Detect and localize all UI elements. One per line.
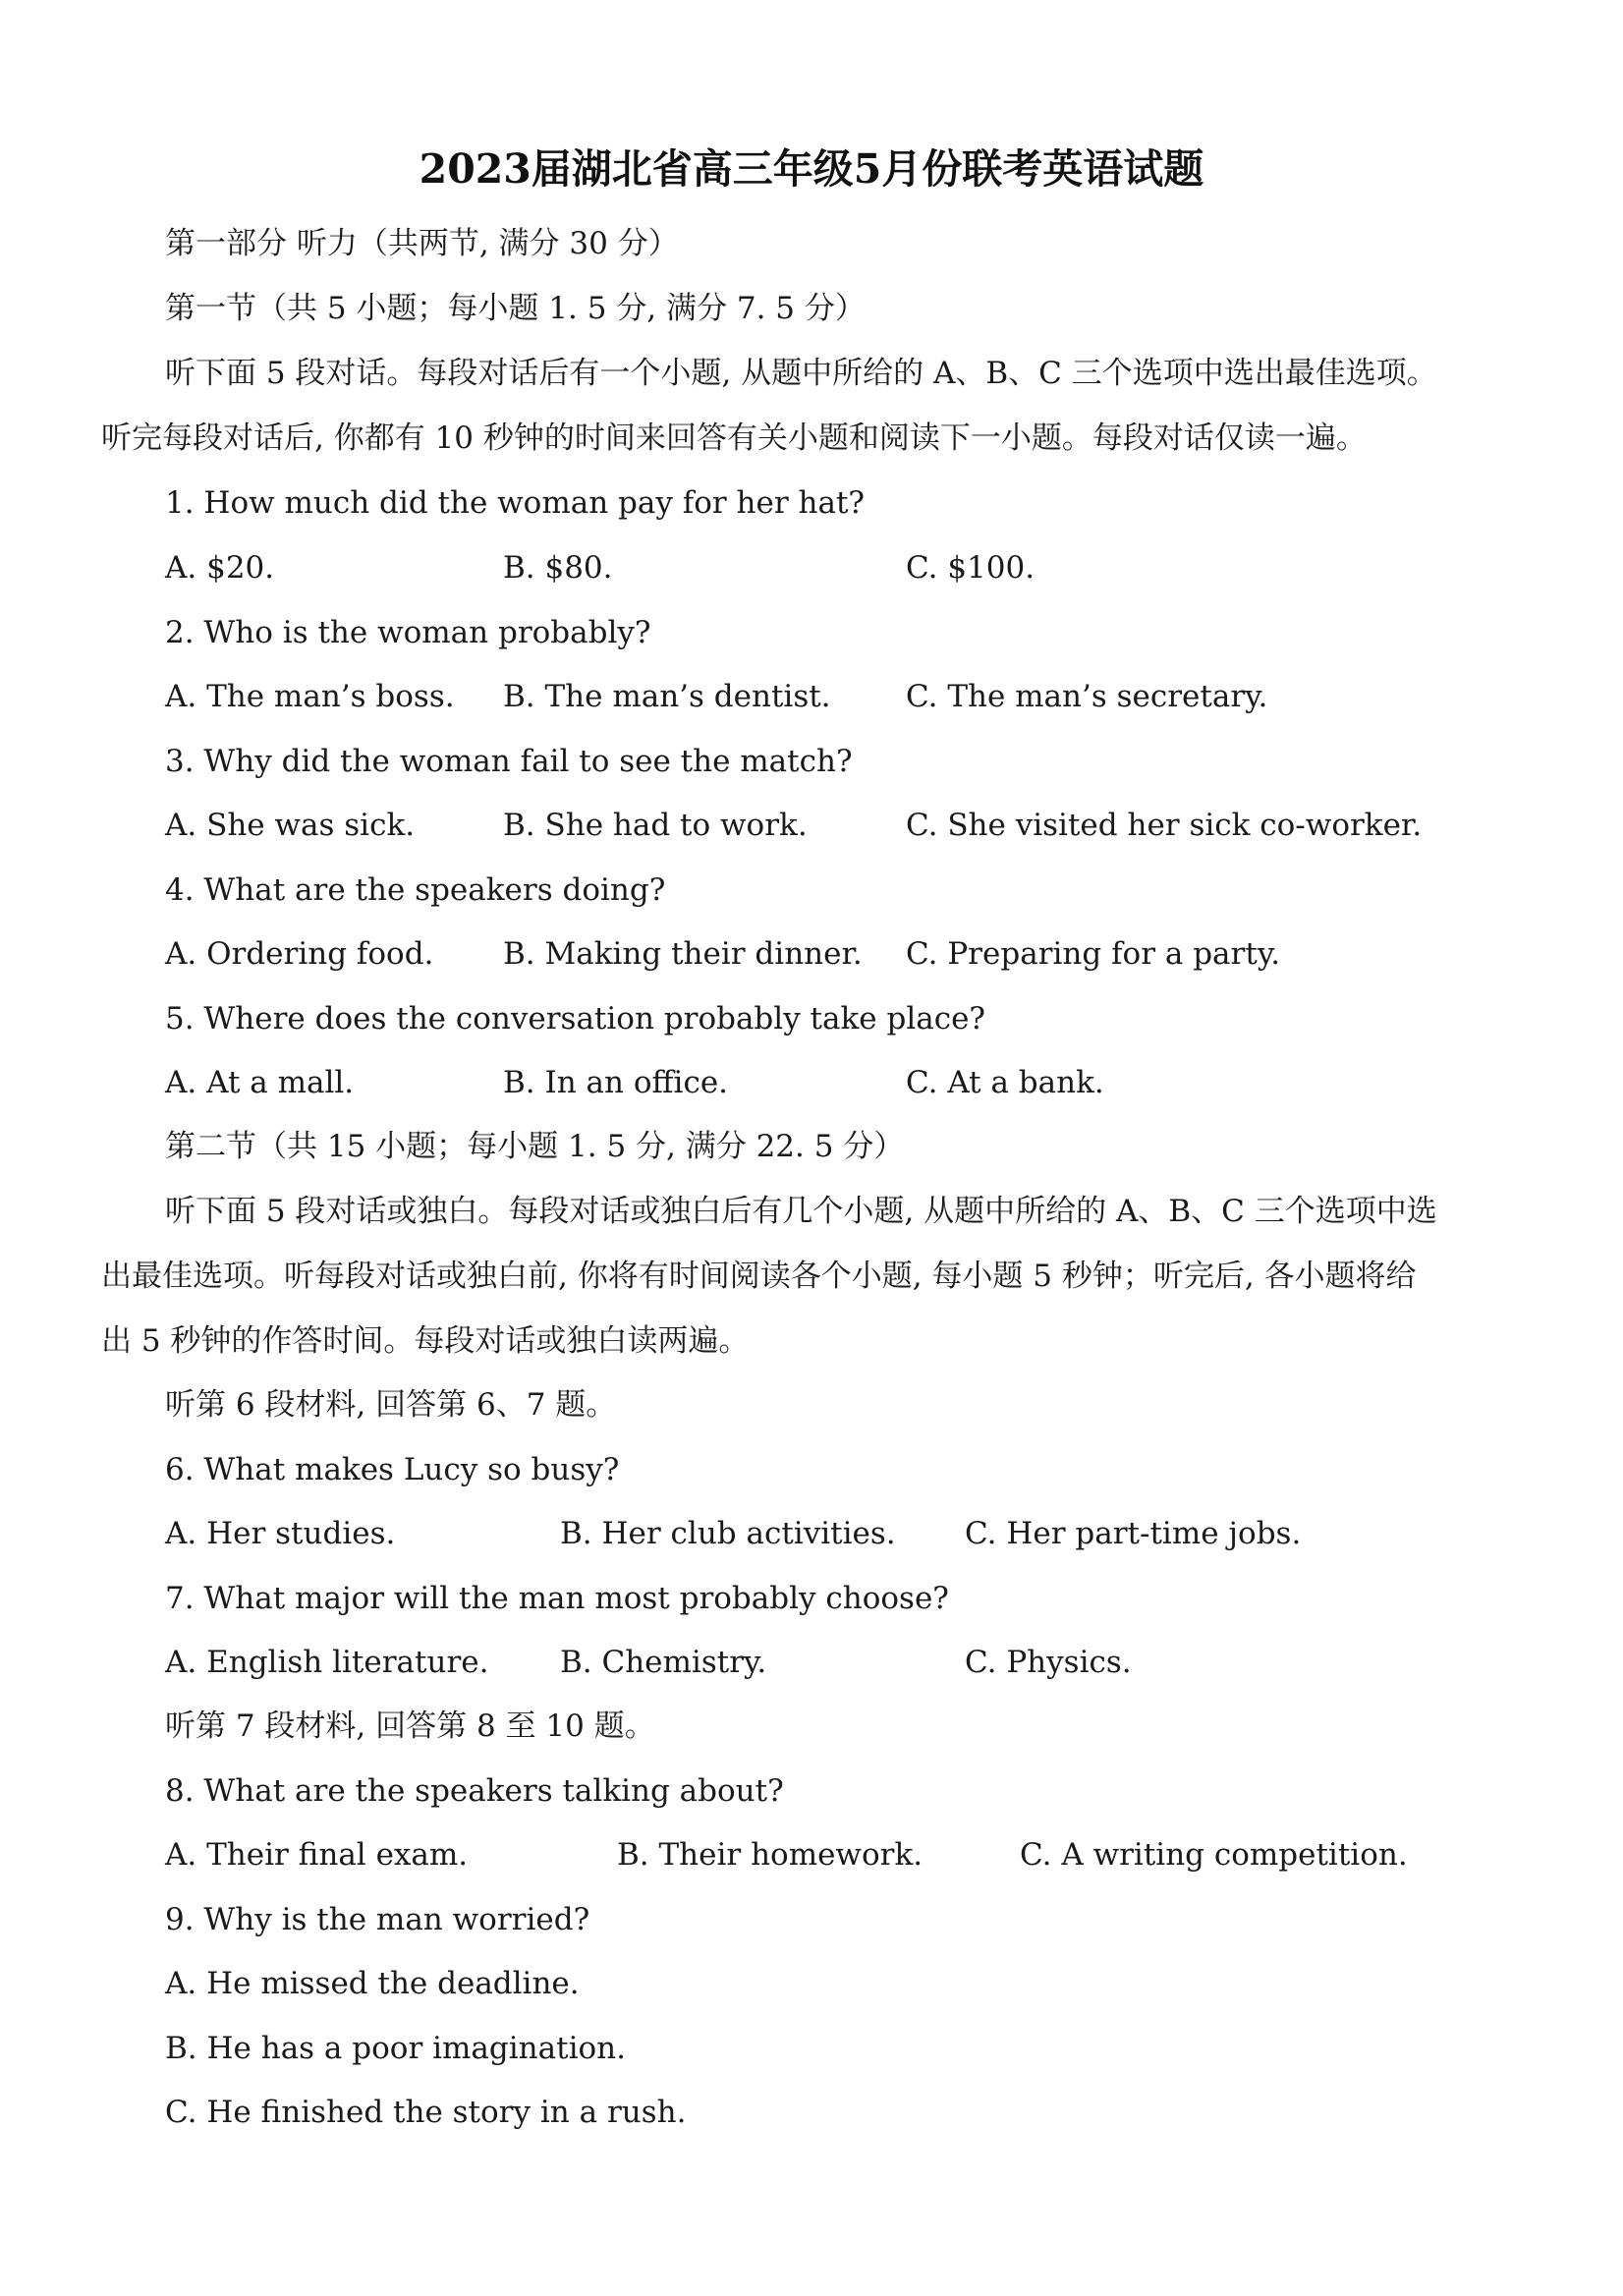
question-7-stem: 7. What major will the man most probably choose? bbox=[165, 1581, 949, 1616]
question-1-option-a: A. $20. bbox=[165, 550, 275, 586]
page-title: 2023届湖北省高三年级5月份联考英语试题 bbox=[419, 145, 1204, 193]
question-3-option-a: A. She was sick. bbox=[165, 808, 416, 843]
question-5-option-c: C. At a bank. bbox=[906, 1065, 1104, 1100]
question-4-option-a: A. Ordering food. bbox=[165, 936, 434, 972]
question-9-option-a: A. He missed the deadline. bbox=[165, 1966, 580, 2001]
question-3-option-b: B. She had to work. bbox=[503, 808, 808, 843]
section1-instructions-line1: 听下面 5 段对话。每段对话后有一个小题, 从题中所给的 A、B、C 三个选项中选出最佳选项。 bbox=[165, 356, 1437, 391]
question-1-stem: 1. How much did the woman pay for her hat? bbox=[165, 485, 866, 521]
question-7-option-c: C. Physics. bbox=[965, 1645, 1132, 1680]
question-2-option-c: C. The man’s secretary. bbox=[906, 679, 1268, 714]
material-7-heading: 听第 7 段材料, 回答第 8 至 10 题。 bbox=[165, 1708, 655, 1744]
section2-heading: 第二节（共 15 小题；每小题 1. 5 分, 满分 22. 5 分） bbox=[165, 1129, 905, 1164]
question-3-stem: 3. Why did the woman fail to see the match? bbox=[165, 744, 853, 779]
question-7-option-a: A. English literature. bbox=[165, 1645, 489, 1680]
question-7-option-b: B. Chemistry. bbox=[560, 1645, 767, 1680]
question-5-option-a: A. At a mall. bbox=[165, 1065, 355, 1100]
question-1-option-b: B. $80. bbox=[503, 550, 613, 586]
section1-instructions-line2: 听完每段对话后, 你都有 10 秒钟的时间来回答有关小题和阅读下一小题。每段对话仅读一遍。 bbox=[101, 420, 1367, 456]
section2-instructions-line3: 出 5 秒钟的作答时间。每段对话或独白读两遍。 bbox=[101, 1323, 750, 1359]
question-4-option-b: B. Making their dinner. bbox=[503, 936, 863, 972]
question-9-stem: 9. Why is the man worried? bbox=[165, 1902, 590, 1937]
question-8-stem: 8. What are the speakers talking about? bbox=[165, 1773, 784, 1809]
question-9-option-c: C. He finished the story in a rush. bbox=[165, 2095, 687, 2130]
question-2-option-a: A. The man’s boss. bbox=[165, 679, 455, 714]
section2-instructions-line2: 出最佳选项。听每段对话或独白前, 你将有时间阅读各个小题, 每小题 5 秒钟；听完后, 各小题将给 bbox=[101, 1259, 1417, 1294]
material-6-heading: 听第 6 段材料, 回答第 6、7 题。 bbox=[165, 1387, 617, 1423]
question-8-option-a: A. Their final exam. bbox=[165, 1837, 469, 1873]
question-5-option-b: B. In an office. bbox=[503, 1065, 729, 1100]
question-8-option-b: B. Their homework. bbox=[617, 1837, 923, 1873]
question-6-option-c: C. Her part-time jobs. bbox=[965, 1516, 1302, 1551]
question-6-stem: 6. What makes Lucy so busy? bbox=[165, 1452, 620, 1487]
part1-heading: 第一部分 听力（共两节, 满分 30 分） bbox=[165, 226, 679, 261]
question-2-option-b: B. The man’s dentist. bbox=[503, 679, 831, 714]
question-4-stem: 4. What are the speakers doing? bbox=[165, 872, 666, 908]
section2-instructions-line1: 听下面 5 段对话或独白。每段对话或独白后有几个小题, 从题中所给的 A、B、C 三个选项中选 bbox=[165, 1194, 1437, 1229]
question-3-option-c: C. She visited her sick co-worker. bbox=[906, 808, 1423, 843]
question-9-option-b: B. He has a poor imagination. bbox=[165, 2031, 626, 2066]
section1-heading: 第一节（共 5 小题；每小题 1. 5 分, 满分 7. 5 分） bbox=[165, 291, 866, 326]
question-4-option-c: C. Preparing for a party. bbox=[906, 936, 1281, 972]
question-5-stem: 5. Where does the conversation probably take place? bbox=[165, 1001, 986, 1036]
question-6-option-a: A. Her studies. bbox=[165, 1516, 396, 1551]
question-2-stem: 2. Who is the woman probably? bbox=[165, 615, 651, 650]
question-1-option-c: C. $100. bbox=[906, 550, 1035, 586]
question-8-option-c: C. A writing competition. bbox=[1020, 1837, 1408, 1873]
question-6-option-b: B. Her club activities. bbox=[560, 1516, 896, 1551]
